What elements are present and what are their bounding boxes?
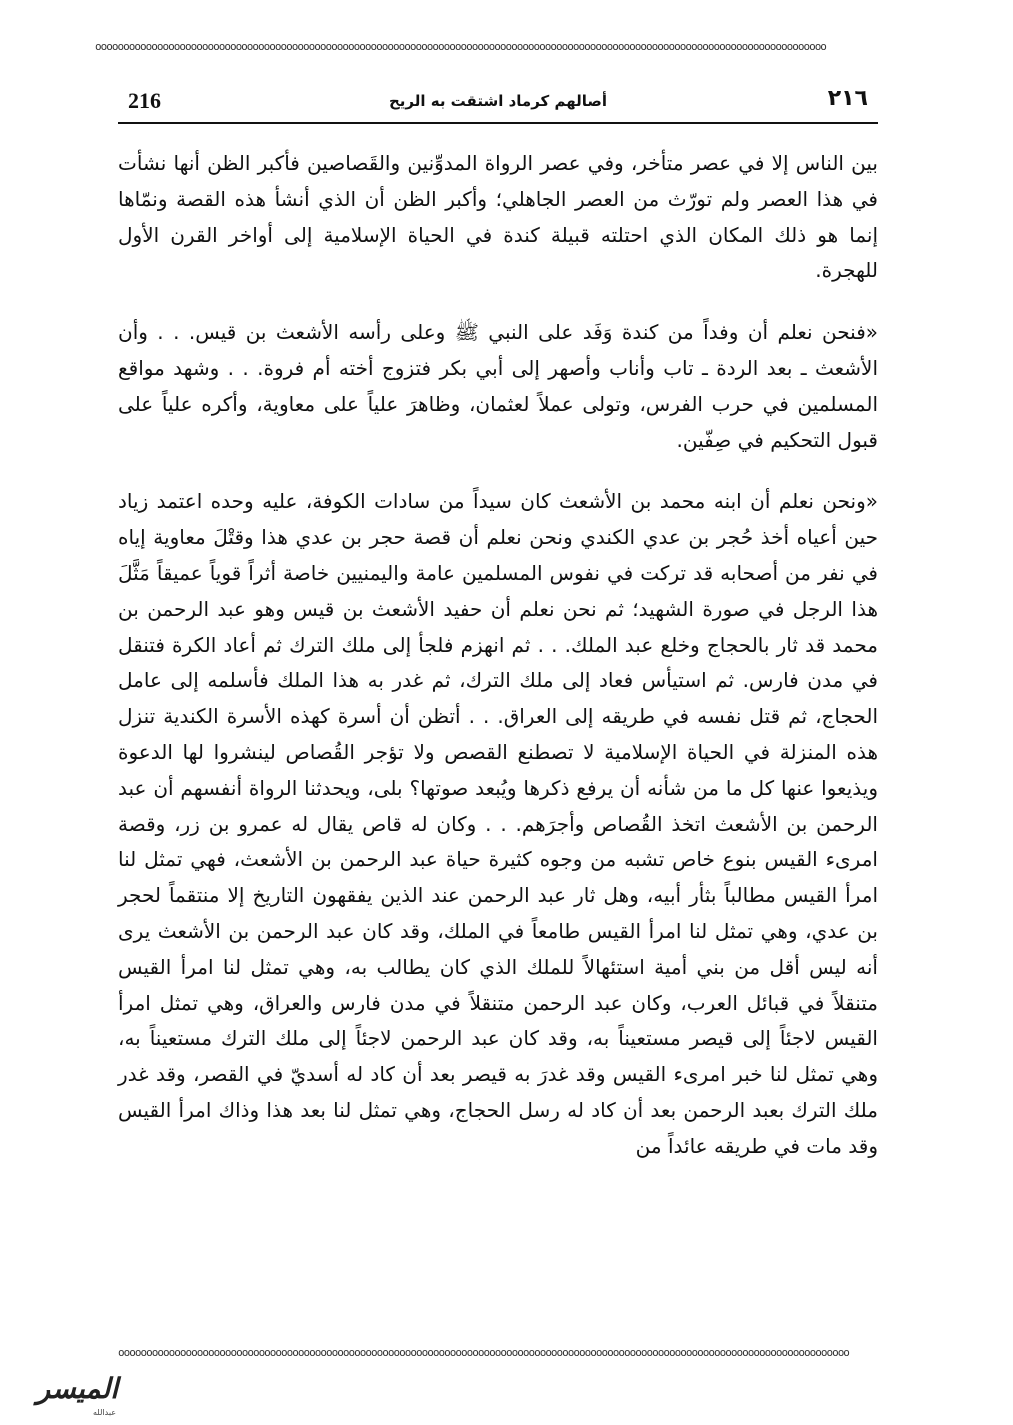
paragraph-2: «فنحن نعلم أن وفداً من كندة وَفَد على النبي ﷺ وعلى رأسه الأشعث بن قيس. . . وأن الأشعث ـ بعد الردة ـ تاب وأناب وأصهر إلى أبي بكر فتزوج أخته أم فروة. . . وشهد مواقع المسلمين في حرب الفرس، وتولى عملاً لعثمان، وظاهرَ علياً على معاوية، وأكره علياً على قبول التحكيم في صِفّين. <box>118 320 878 452</box>
stamp-main-text: الميسر <box>36 1372 118 1405</box>
page-header <box>118 82 878 124</box>
page-number-arabic: ٢١٦ <box>827 86 868 111</box>
paragraph-1: بين الناس إلا في عصر متأخر، وفي عصر الرواة المدوِّنين والقَصاصين فأكبر الظن أنها نشأت في هذا العصر ولم تورّث من العصر الجاهلي؛ وأكبر الظن أن الذي أنشأ هذه القصة ونمّاها إنما هو ذلك المكان الذي احتلته قبيلة كندة في الحياة الإسلامية إلى أواخر القرن الأول للهجرة. <box>118 151 878 283</box>
paragraph-3: «ونحن نعلم أن ابنه محمد بن الأشعث كان سيداً من سادات الكوفة، عليه وحده اعتمد زياد حين أعياه أخذ حُجر بن عدي الكندي ونحن نعلم أن قصة حجر بن عدي هذا وقتْلَ معاوية إياه في نفر من أصحابه قد تركت في نفوس المسلمين عامة واليمنيين خاصة أثراً قوياً عميقاً مَثَّلَ هذا الرجل في صورة الشهيد؛ ثم نحن نعلم أن حفيد الأشعث بن قيس وهو عبد الرحمن بن محمد قد ثار بالحجاج وخلع عبد الملك. . . ثم انهزم فلجأ إلى ملك الترك ثم أعاد الكرة فتنقل في مدن فارس. ثم استيأس فعاد إلى ملك الترك، ثم غدر به هذا الملك فأسلمه إلى عامل الحجاج، ثم قتل نفسه في طريقه إلى العراق. . . أتظن أن أسرة كهذه الأسرة الكندية تنزل هذه المنزلة في الحياة الإسلامية لا تصطنع القصص ولا تؤجر القُصاص لينشروا لها الدعوة ويذيعوا عنها كل ما من شأنه أن يرفع ذكرها ويُبعد صوتها؟ بلى، ويحدثنا الرواة أنفسهم أن عبد الرحمن بن الأشعث اتخذ القُصاص وأجرَهم. . . وكان له قاص يقال له عمرو بن زر، وقصة امرىء القيس بنوع خاص تشبه من وجوه كثيرة حياة عبد الرحمن بن الأشعث، فهي تمثل لنا امرأ القيس مطالباً بثأر أبيه، وهل ثار عبد الرحمن عند الذين يفقهون التاريخ إلا منتقماً لحجر بن عدي، وهي تمثل لنا امرأ القيس طامعاً في الملك، وقد كان عبد الرحمن بن الأشعث يرى أنه ليس أقل من بني أمية استئهالاً للملك الذي كان يطالب به، وهي تمثل لنا امرأ القيس متنقلاً في قبائل العرب، وكان عبد الرحمن متنقلاً في مدن فارس والعراق، وهي تمثل امرأ القيس لاجئاً إلى قيصر مستعيناً به، وقد كان عبد الرحمن لاجئاً إلى ملك الترك مستعيناً به، وهي تمثل لنا خبر امرىء القيس وقد غدرَ به قيصر بعد أن كاد له أسديّ في القصر، وقد غدر ملك الترك بعبد الرحمن بعد أن كاد له رسل الحجاج، وهي تمثل لنا بعد هذا وذاك امرأ القيس وقد مات في طريقه عائداً من <box>118 489 878 1158</box>
running-title: أصالهم كرماد اشتقت به الريح <box>388 92 608 110</box>
bottom-ornament-border: oooooooooooooooooooooooooooooooooooooooooooooooooooooooooooooooooooooooooooooooooooooooooooooooooooooooooooooooooooooooooooooooooo <box>118 1346 849 1359</box>
page-number-latin: 216 <box>128 88 161 113</box>
stamp-sub-text: عبدالله <box>93 1408 116 1417</box>
library-stamp <box>4 1372 124 1422</box>
page-body <box>118 146 878 1191</box>
top-ornament-border: oooooooooooooooooooooooooooooooooooooooooooooooooooooooooooooooooooooooooooooooooooooooooooooooooooooooooooooooooooooooooooooooooo <box>95 40 826 53</box>
